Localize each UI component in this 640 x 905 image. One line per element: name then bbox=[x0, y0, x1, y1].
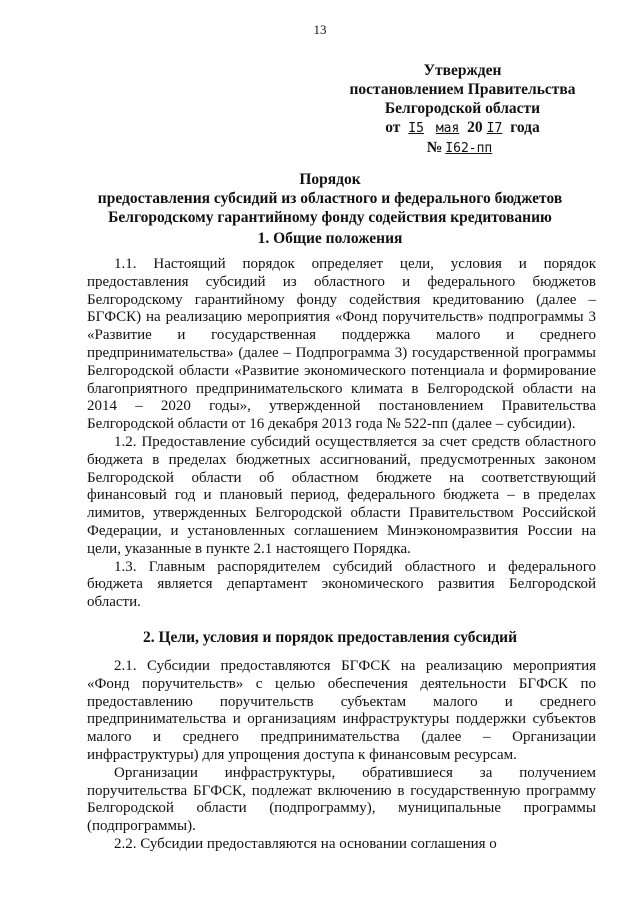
date-month: мая bbox=[435, 121, 460, 136]
approval-stamp-block bbox=[340, 61, 585, 158]
number-value: I62-пп bbox=[445, 141, 493, 156]
title-line-2: предоставления субсидий из областного и федерального бюджетов bbox=[97, 190, 563, 207]
page-number: 13 bbox=[313, 22, 327, 37]
title-line-3: Белгородскому гарантийному фонду содействия кредитованию bbox=[108, 209, 552, 226]
section-2-heading: 2. Цели, условия и порядок предоставления субсидий bbox=[142, 629, 518, 646]
date-suffix: года bbox=[510, 119, 540, 136]
approval-number-line bbox=[340, 138, 585, 158]
date-year-suffix: I7 bbox=[486, 121, 503, 136]
approval-line-3: Белгородской области bbox=[384, 100, 541, 117]
approval-line-2: постановлением Правительства bbox=[349, 81, 576, 98]
paragraph-2-1: 2.1. Субсидии предоставляются БГФСК на реализацию мероприятия «Фонд поручительств» с целью обеспечения деятельности БГФСК по предоставлению поручительств субъектам малого и среднего предпринимательства и организациям инфраструктуры поддержки субъектов малого и среднего предпринимательства (далее – Организации инфраструктуры) для упрощения доступа к финансовым ресурсам. bbox=[87, 658, 596, 763]
date-year-prefix: 20 bbox=[467, 119, 483, 136]
section-1-body bbox=[87, 256, 596, 612]
paragraph-2-2: 2.2. Субсидии предоставляются на основании соглашения о bbox=[114, 835, 497, 852]
paragraph-2-1-cont: Организации инфраструктуры, обратившиеся за получением поручительства БГФСК, подлежат включению в государственную программу Белгородской области (подпрограмму), муниципальные программы (подпрограммы). bbox=[87, 764, 596, 835]
number-label: № bbox=[426, 139, 443, 156]
approval-date-line bbox=[340, 118, 585, 138]
section-1-heading: 1. Общие положения bbox=[257, 230, 403, 247]
paragraph-1-2: 1.2. Предоставление субсидий осуществляется за счет средств областного бюджета в пределах бюджетных ассигнований, предусмотренных законом Белгородской области об областном бюджете на соответствующий финансовый год и плановый период, федерального бюджета – в пределах лимитов, утвержденных Белгородской области Правительством Российской Федерации, и установленных соглашением Минэкономразвития России на цели, указанные в пункте 2.1 настоящего Порядка. bbox=[87, 433, 596, 557]
section-2-body bbox=[87, 658, 596, 854]
title-line-1: Порядок bbox=[299, 171, 361, 188]
date-prefix: от bbox=[385, 119, 401, 136]
date-day: I5 bbox=[408, 121, 424, 136]
approval-line-1: Утвержден bbox=[423, 62, 502, 79]
paragraph-1-3: 1.3. Главным распорядителем субсидий областного и федерального бюджета является департамент экономического развития Белгородской области. bbox=[87, 558, 596, 611]
paragraph-1-1: 1.1. Настоящий порядок определяет цели, условия и порядок предоставления субсидий из областного и федерального бюджетов Белгородскому гарантийному фонду содействия кредитованию (далее – БГФСК) на реализацию мероприятия «Фонд поручительств» подпрограммы 3 «Развитие и государственная поддержка малого и среднего предпринимательства» (далее – Подпрограмма 3) государственной программы Белгородской области «Развитие экономического потенциала и формирование благоприятного предпринимательского климата в Белгородской области на 2014 – 2020 годы», утвержденной постановлением Правительства Белгородской области от 16 декабря 2013 года № 522-пп (далее – субсидии). bbox=[87, 256, 596, 433]
document-title bbox=[60, 170, 600, 227]
